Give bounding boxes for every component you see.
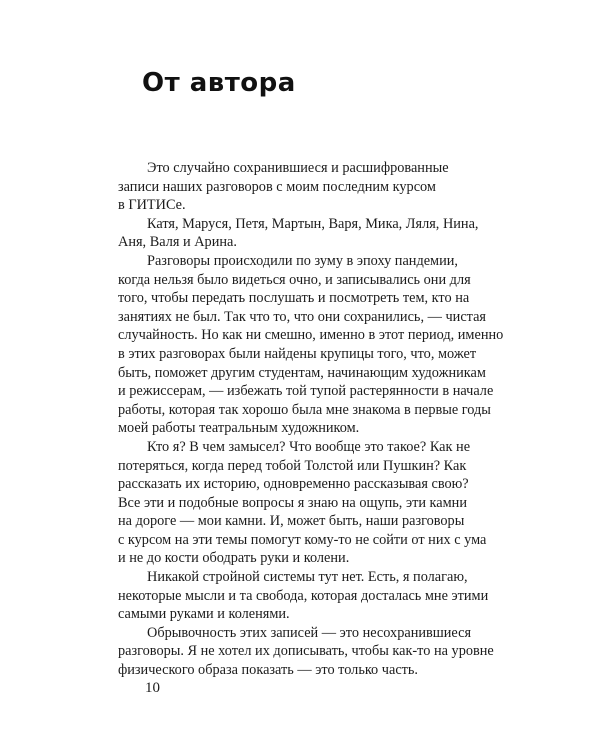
paragraph: Кто я? В чем замысел? Что вообще это такое? Как не потеряться, когда перед тобой Толстой или Пушкин? Как рассказать их историю, одновременно рассказывая свою? Все эти и подобные вопросы я знаю на ощупь, эти камни на дороге — мои камни. И, может быть, наши разговоры с курсом на эти темы помогут кому-то не сойти от них с ума и не до кости ободрать руки и колени. (118, 438, 487, 567)
paragraph: Разговоры происходили по зуму в эпоху пандемии, когда нельзя было видеться очно, и записывались они для того, чтобы передать послушать и посмотреть тем, кто на занятиях не был. Так что то, что они сохранились, — чистая случайность. Но как ни смешно, именно в этот период, именно в этих разговорах были найдены крупицы того, что, может быть, поможет другим студентам, начинающим художникам и режиссерам, — избежать той тупой растерянности в начале работы, которая так хорошо была мне знакома в первые годы моей работы театральным художником. (118, 252, 504, 437)
chapter-heading: От автора (142, 68, 296, 98)
paragraph: Катя, Маруся, Петя, Мартын, Варя, Мика, Ляля, Нина, Аня, Валя и Арина. (118, 215, 479, 251)
paragraph: Обрывочность этих записей — это несохранившиеся разговоры. Я не хотел их дописывать, чтобы как-то на уровне физического образа показать — это только часть. (118, 624, 494, 679)
paragraph: Это случайно сохранившиеся и расшифрованные записи наших разговоров с моим последним курсом в ГИТИСе. (118, 160, 449, 214)
paragraph: Никакой стройной системы тут нет. Есть, я полагаю, некоторые мысли и та свобода, которая досталась мне этими самыми руками и коленями. (118, 569, 489, 623)
page-number: 10 (145, 680, 160, 696)
body-text (118, 159, 518, 680)
